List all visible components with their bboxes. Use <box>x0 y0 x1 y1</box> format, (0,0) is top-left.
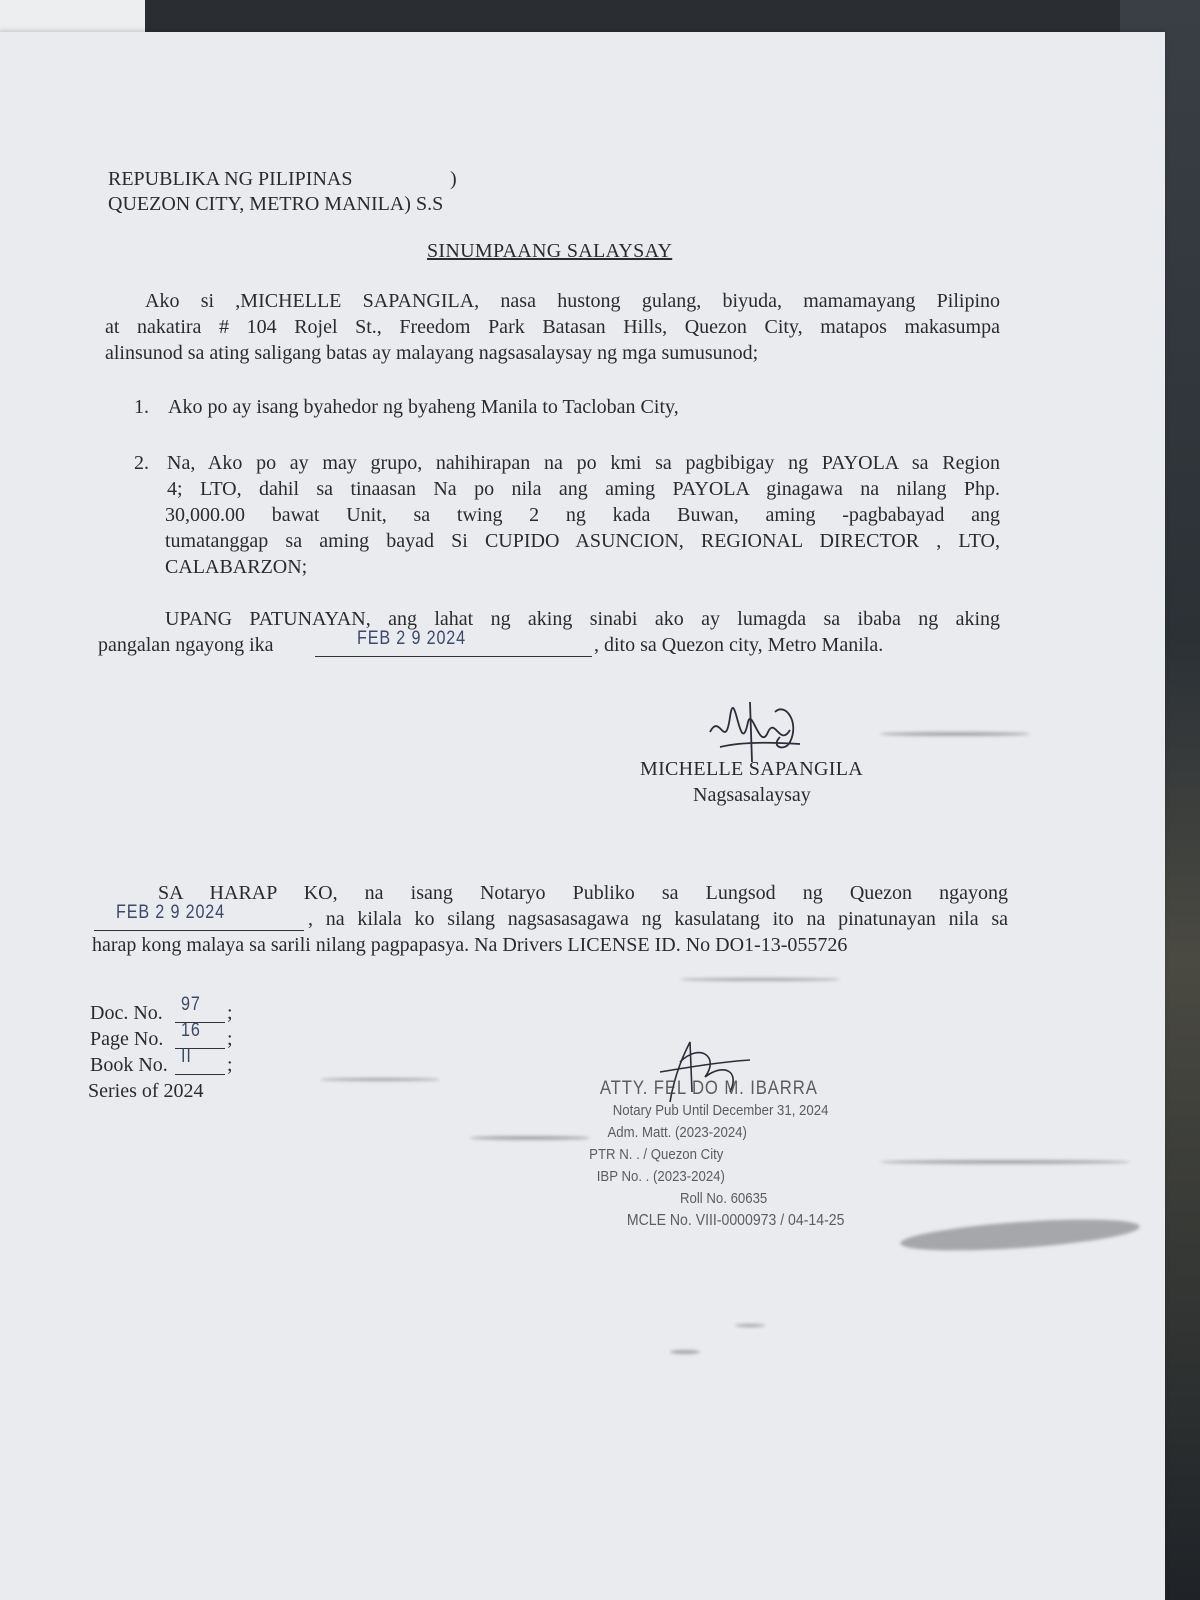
attestation-line-2-suffix: , dito sa Quezon city, Metro Manila. <box>594 634 884 656</box>
notary-handwritten-date: FEB 2 9 2024 <box>116 902 225 923</box>
notary-stamp-line-3: Adm. Matt. (2023-2024) <box>607 1124 747 1141</box>
item-1-text: Ako po ay isang byahedor ng byaheng Manila to Tacloban City, <box>168 396 679 418</box>
notary-stamp-line-6: Roll No. 60635 <box>679 1190 768 1207</box>
notary-clause-line-3: harap kong malaya sa sarili nilang pagpapasya. Na Drivers LICENSE ID. No DO1-13-055726 <box>92 934 848 956</box>
intro-line-3: alinsunod sa ating saligang batas ay malayang nagsasalaysay ng mga sumusunod; <box>105 342 759 364</box>
affiant-name: MICHELLE SAPANGILA <box>640 758 863 780</box>
notary-stamp-line-7: MCLE No. VIII-0000973 / 04-14-25 <box>626 1212 845 1229</box>
toner-streak <box>880 1160 1130 1164</box>
toner-streak <box>320 1078 440 1081</box>
header-line-2: QUEZON CITY, METRO MANILA) S.S <box>108 193 444 215</box>
item-2-number: 2. <box>134 452 149 474</box>
header-line-1 <box>108 166 352 192</box>
toner-streak <box>470 1136 590 1140</box>
intro-line-2: at nakatira # 104 Rojel St., Freedom Park Batasan Hills, Quezon City, matapos makasumpa <box>105 316 1000 338</box>
notary-stamp-line-5: IBP No. . (2023-2024) <box>596 1168 725 1185</box>
book-no-blank <box>175 1046 225 1075</box>
page-no-label: Page No. <box>90 1028 164 1050</box>
date-blank-line <box>315 630 592 657</box>
toner-speck <box>670 1350 700 1354</box>
page-no-terminator: ; <box>227 1028 233 1050</box>
handwritten-date: FEB 2 9 2024 <box>357 628 466 649</box>
document-title: SINUMPAANG SALAYSAY <box>427 240 673 262</box>
doc-no-value: 97 <box>181 994 201 1015</box>
book-no-terminator: ; <box>227 1054 233 1076</box>
book-no-label: Book No. <box>90 1054 168 1076</box>
series-label: Series of 2024 <box>88 1080 204 1102</box>
header-republika: REPUBLIKA NG PILIPINAS <box>108 168 353 190</box>
item-2-line-3: 30,000.00 bawat Unit, sa twing 2 ng kada Buwan, aming -pagbabayad ang <box>165 504 1000 526</box>
doc-no-terminator: ; <box>227 1002 233 1024</box>
item-2-line-4: tumatanggap sa aming bayad Si CUPIDO ASUNCION, REGIONAL DIRECTOR , LTO, <box>165 530 1000 552</box>
intro-line-1: Ako si ,MICHELLE SAPANGILA, nasa hustong gulang, biyuda, mamamayang Pilipino <box>145 290 1000 312</box>
item-2-line-2: 4; LTO, dahil sa tinaasan Na po nila ang aming PAYOLA ginagawa na nilang Php. <box>167 478 1000 500</box>
item-1-number: 1. <box>134 396 149 418</box>
notary-date-blank <box>94 904 304 931</box>
header-paren: ) <box>450 168 457 190</box>
book-no-value: II <box>181 1046 192 1067</box>
toner-streak <box>880 732 1030 736</box>
attestation-line-2-prefix: pangalan ngayong ika <box>98 634 274 656</box>
toner-speck <box>735 1324 765 1327</box>
notary-stamp-line-2: Notary Pub Until December 31, 2024 <box>612 1102 829 1119</box>
attestation-line-1: UPANG PATUNAYAN, ang lahat ng aking sinabi ako ay lumagda sa ibaba ng aking <box>165 608 1000 630</box>
notary-stamp-line-4: PTR N. . / Quezon City <box>589 1146 724 1163</box>
notary-clause-line-1: SA HARAP KO, na isang Notaryo Publiko sa Lungsod ng Quezon ngayong <box>158 882 1008 904</box>
affiant-role: Nagsasalaysay <box>693 784 811 806</box>
toner-streak <box>680 978 840 981</box>
item-2-line-5: CALABARZON; <box>165 556 308 578</box>
notary-clause-line-2: , na kilala ko silang nagsasasagawa ng kasulatang ito na pinatunayan nila sa <box>308 908 1008 930</box>
page-no-value: 16 <box>181 1020 201 1041</box>
toner-smudge <box>899 1214 1140 1257</box>
doc-no-label: Doc. No. <box>90 1002 163 1024</box>
notary-signature <box>630 1032 770 1112</box>
document-page <box>0 32 1165 1600</box>
notary-stamp-name: ATTY. FEL DO M. IBARRA <box>599 1078 818 1099</box>
item-2-line-1: Na, Ako po ay may grupo, nahihirapan na po kmi sa pagbibigay ng PAYOLA sa Region <box>167 452 1000 474</box>
